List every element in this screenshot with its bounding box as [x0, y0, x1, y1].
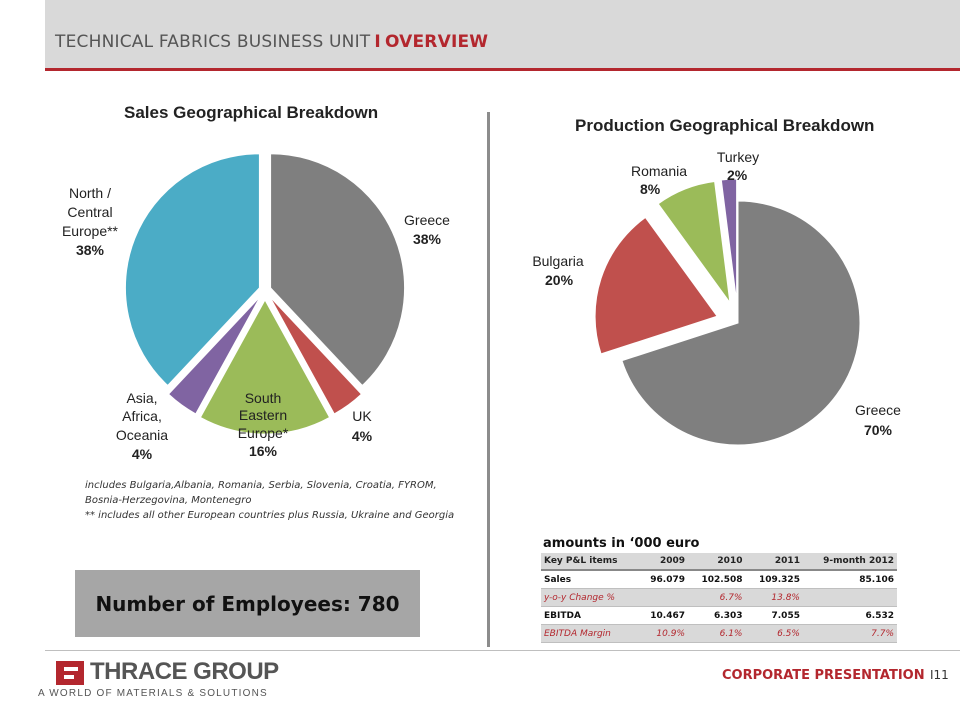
table-row — [541, 607, 897, 625]
table-header: Key P&L items — [541, 553, 638, 570]
footer-divider — [45, 650, 960, 651]
corporate-presentation-label: CORPORATE PRESENTATION — [722, 668, 925, 683]
table-cell: 13.8% — [745, 589, 802, 607]
table-header: 9-month 2012 — [803, 553, 897, 570]
table-cell: 109.325 — [745, 570, 802, 589]
prod-label-romania-value: 8% — [640, 181, 661, 197]
footnote-line2: Bosnia-Herzegovina, Montenegro — [85, 495, 252, 506]
table-caption: amounts in ‘000 euro — [543, 536, 700, 551]
table-cell: 6.7% — [688, 589, 745, 607]
table-row — [541, 589, 897, 607]
title-bold: OVERVIEW — [384, 32, 489, 52]
logo-tagline: A WORLD OF MATERIALS & SOLUTIONS — [38, 688, 268, 699]
table-cell: Sales — [541, 570, 638, 589]
sales-label-nce-line3: Europe** — [61, 223, 119, 239]
table-cell: 6.5% — [745, 625, 802, 643]
prod-label-greece-name: Greece — [855, 402, 901, 418]
sales-label-asia-line1: Asia, — [126, 390, 158, 406]
table-row — [541, 625, 897, 643]
footnote — [85, 478, 465, 523]
sales-label-see-line1: South — [244, 390, 282, 406]
sales-label-asia-line2: Africa, — [122, 408, 162, 424]
table-cell — [638, 589, 688, 607]
sales-label-greece-value: 38% — [412, 231, 442, 247]
table-header-row — [541, 553, 897, 570]
logo-mark-icon — [56, 661, 84, 685]
sales-label-see-line2: Eastern — [238, 407, 288, 423]
table-cell: 102.508 — [688, 570, 745, 589]
table-header: 2010 — [688, 553, 745, 570]
title-main: TECHNICAL FABRICS BUSINESS UNIT — [55, 32, 371, 52]
table-cell: 7.7% — [803, 625, 897, 643]
sales-label-uk-name: UK — [352, 408, 372, 424]
footnote-line1: includes Bulgaria,Albania, Romania, Serbia, Slovenia, Croatia, FYROM, — [85, 480, 437, 491]
sales-label-nce-line2: Central — [67, 204, 113, 220]
sales-label-asia-value: 4% — [131, 446, 153, 462]
table-cell: EBITDA Margin — [541, 625, 638, 643]
sales-label-nce-value: 38% — [75, 242, 105, 258]
table-cell — [803, 589, 897, 607]
table-cell: 10.9% — [638, 625, 688, 643]
table-cell: 10.467 — [638, 607, 688, 625]
prod-label-greece-value: 70% — [863, 422, 893, 438]
prod-label-bulgaria-value: 20% — [545, 272, 574, 288]
sales-chart-title: Sales Geographical Breakdown — [124, 103, 379, 122]
table-header: 2009 — [638, 553, 688, 570]
production-chart-title: Production Geographical Breakdown — [575, 116, 875, 135]
production-pie-chart — [595, 179, 860, 445]
title-separator: I — [374, 32, 381, 52]
sales-label-see-value: 16% — [248, 443, 278, 459]
table-cell: EBITDA — [541, 607, 638, 625]
prod-label-turkey-value: 2% — [727, 167, 748, 183]
thrace-group-logo — [38, 658, 288, 703]
table-header: 2011 — [745, 553, 802, 570]
prod-label-turkey-name: Turkey — [716, 149, 760, 165]
table-cell: 7.055 — [745, 607, 802, 625]
page-number: I11 — [930, 668, 949, 682]
employees-box: Number of Employees: 780 — [75, 570, 420, 637]
prod-label-romania-name: Romania — [630, 163, 688, 179]
logo-name: THRACE GROUP — [90, 658, 279, 685]
table-cell: 6.1% — [688, 625, 745, 643]
table-cell: y-o-y Change % — [541, 589, 638, 607]
table-cell: 6.532 — [803, 607, 897, 625]
table-row — [541, 570, 897, 589]
sales-label-uk-value: 4% — [351, 428, 373, 444]
sales-label-asia-line3: Oceania — [115, 427, 169, 443]
prod-label-bulgaria-name: Bulgaria — [532, 253, 584, 269]
sales-label-nce-line1: North / — [68, 185, 112, 201]
footnote-line3: ** includes all other European countries plus Russia, Ukraine and Georgia — [85, 510, 455, 521]
table-cell: 6.303 — [688, 607, 745, 625]
pl-table — [541, 553, 897, 643]
table-cell: 85.106 — [803, 570, 897, 589]
sales-label-see-line3: Europe* — [237, 425, 289, 441]
sales-label-greece-name: Greece — [404, 212, 450, 228]
table-cell: 96.079 — [638, 570, 688, 589]
